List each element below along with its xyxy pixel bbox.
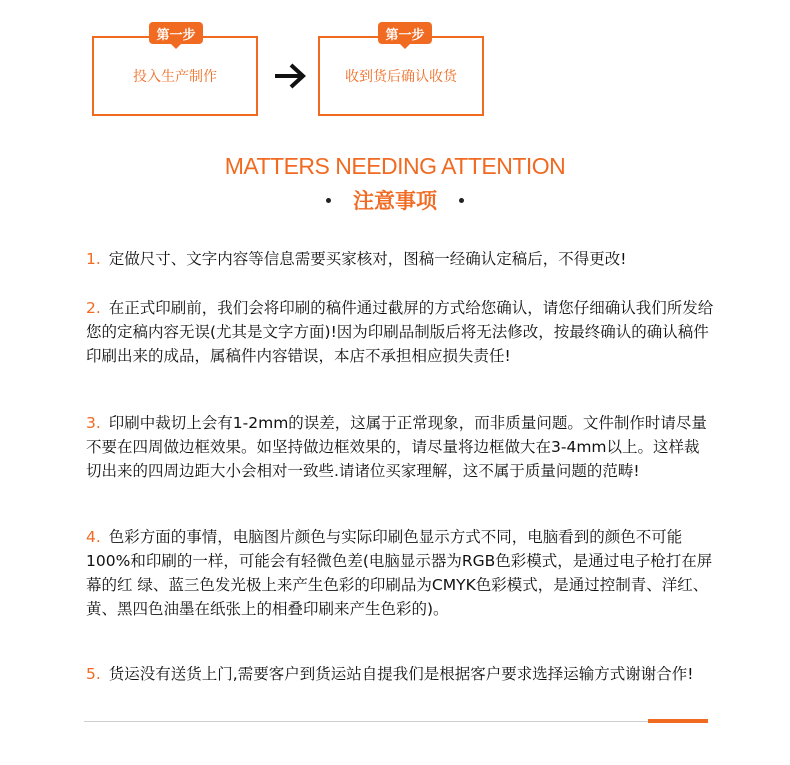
note-4 [86,525,714,621]
note-2 [86,296,714,368]
heading-chinese-row [0,185,790,215]
note-1 [86,247,714,271]
step-2-tag-label: 第一步 [385,27,425,43]
right-arrow-icon [272,58,308,94]
bottom-divider [84,721,708,722]
step-1-tag [149,22,203,44]
note-2-text: 在正式印刷前，我们会将印刷的稿件通过截屏的方式给您确认，请您仔细确认我们所发给您的定稿内容无误(尤其是文字方面)!因为印刷品制版后将无法修改，按最终确认的确认稿件印刷出来的成品，属稿件内容错误，本店不承担相应损失责任! [86,299,714,365]
step-1-tag-label: 第一步 [156,27,196,43]
step-2-text: 收到货后确认收货 [345,69,457,85]
note-5-number: 5. [86,665,101,683]
note-1-number: 1. [86,250,101,268]
heading-english: MATTERS NEEDING ATTENTION [224,153,566,179]
note-3 [86,411,714,483]
heading-chinese: 注意事项 [353,189,437,213]
bottom-accent-bar [648,719,708,723]
note-3-number: 3. [86,414,101,432]
note-4-number: 4. [86,528,101,546]
bullet-dot-icon [459,198,464,203]
bullet-dot-icon [326,198,331,203]
note-5 [86,662,714,686]
note-4-text: 色彩方面的事情，电脑图片颜色与实际印刷色显示方式不同，电脑看到的颜色不可能100%和印刷的一样，可能会有轻微色差(电脑显示器为RGB色彩模式，是通过电子枪打在屏幕的红 绿、蓝三色发光极上来产生色彩的印刷品为CMYK色彩模式，是通过控制青、洋红、黄、黑四色油墨在纸张上的相叠印刷来产生色彩的)。 [86,528,713,618]
note-1-text: 定做尺寸、文字内容等信息需要买家核对，图稿一经确认定稿后，不得更改! [108,250,627,268]
step-2-tag [378,22,432,44]
note-2-number: 2. [86,299,101,317]
note-5-text: 货运没有送货上门,需要客户到货运站自提我们是根据客户要求选择运输方式谢谢合作! [108,665,694,683]
step-1-text: 投入生产制作 [133,69,217,85]
note-3-text: 印刷中裁切上会有1-2mm的误差，这属于正常现象，而非质量问题。文件制作时请尽量不要在四周做边框效果。如坚持做边框效果的，请尽量将边框做大在3-4mm以上。这样裁切出来的四周边距大小会相对一致些.请诸位买家理解，这不属于质量问题的范畴! [86,414,707,480]
